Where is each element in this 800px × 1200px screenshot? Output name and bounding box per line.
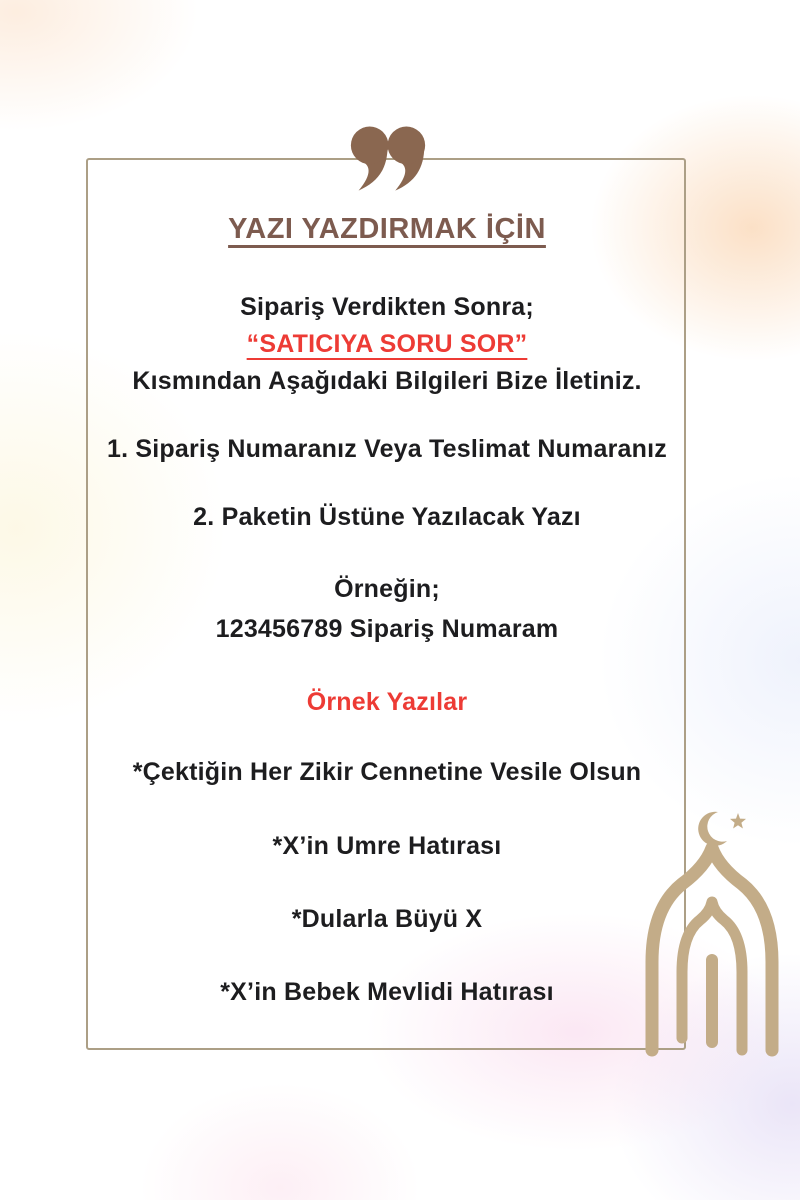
example-label: Örneğin; xyxy=(334,575,440,603)
sample-text-1: *Çektiğin Her Zikir Cennetine Vesile Olsun xyxy=(132,758,642,786)
page-title: YAZI YAZDIRMAK İÇİN xyxy=(228,213,546,245)
closing-double-quote-icon xyxy=(348,124,434,194)
step-2: 2. Paketin Üstüne Yazılacak Yazı xyxy=(193,503,581,531)
mosque-crescent-star-icon xyxy=(630,810,792,1058)
intro-line-1: Sipariş Verdikten Sonra; xyxy=(240,293,534,321)
sample-text-4: *X’in Bebek Mevlidi Hatırası xyxy=(220,978,554,1006)
sample-text-3: *Dularla Büyü X xyxy=(291,905,483,933)
example-value: 123456789 Sipariş Numaram xyxy=(215,615,559,643)
intro-line-2: Kısmından Aşağıdaki Bilgileri Bize İletiniz. xyxy=(132,367,642,395)
intro-highlight: “SATICIYA SORU SOR” xyxy=(246,330,528,358)
step-1: 1. Sipariş Numaranız Veya Teslimat Numaranız xyxy=(107,435,667,463)
samples-heading: Örnek Yazılar xyxy=(306,688,468,716)
sample-text-2: *X’in Umre Hatırası xyxy=(272,832,502,860)
